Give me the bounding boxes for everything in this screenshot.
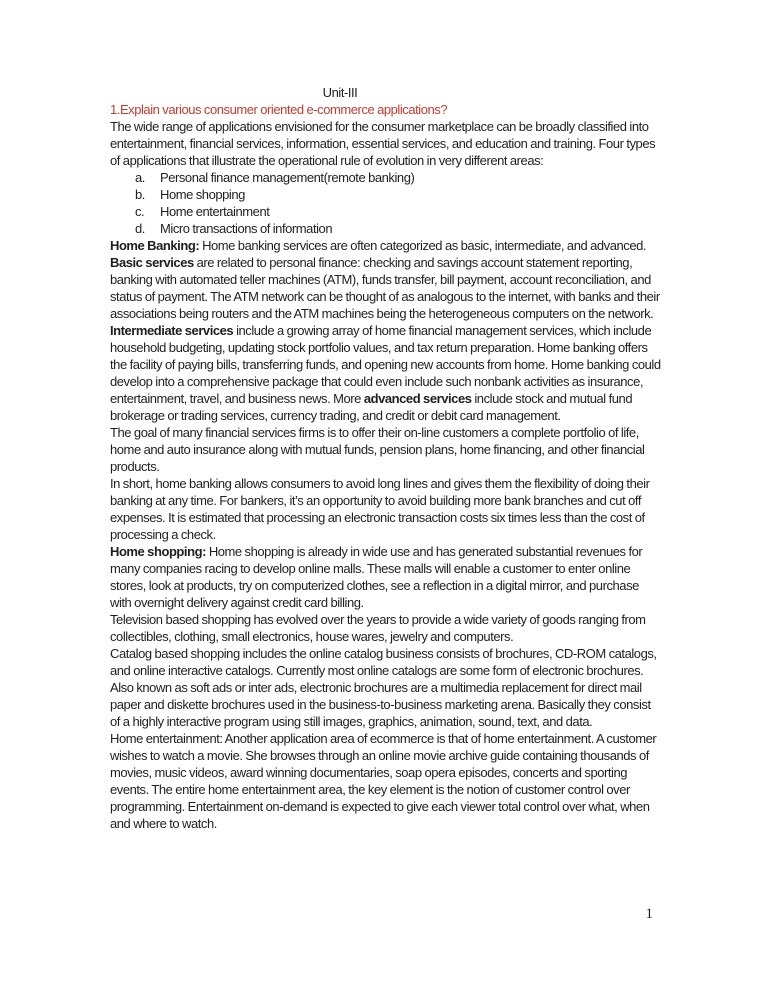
list-item-text: Personal finance management(remote banking) [160,170,415,185]
text-run: Home shopping is already in wide use and has generated substantial revenues for many companies racing to develop online malls. These malls will enable a customer to enter online stores, look at products, try on computerized clothes, see a reflection in a digital mirror, and purchase with overnight delivery against credit card billing. [110,544,643,610]
text-run: include stock and mutual fund brokerage or trading services, currency trading, and credit or debit card management. [110,391,633,423]
bold-run: Intermediate services [110,323,234,338]
paragraph [110,475,662,543]
paragraph [110,424,662,475]
bold-run: advanced services [363,391,472,406]
list-item [110,220,662,237]
applications-list [110,169,662,237]
paragraph [110,611,662,645]
bold-run: Home Banking: [110,238,203,253]
bold-run: Home shopping: [110,544,209,559]
document-content [110,84,662,832]
list-item-marker: b. [135,187,145,202]
paragraph [110,645,662,730]
paragraph [110,322,662,424]
list-item-text: Home entertainment [160,204,270,219]
list-item-text: Micro transactions of information [160,221,333,236]
page-number: 1 [645,906,653,922]
text-run: include a growing array of home financial management services, which include household budgeting, updating stock portfolio values, and tax return preparation. Home banking offers the facility of paying bills, transferring funds, and opening new accounts from home. Home banking could develop into a comprehensive package that could even include such nonbank activities as insurance, entertainment, travel, and business news. More [110,323,661,406]
text-run: In short, home banking allows consumers to avoid long lines and gives them the flexibility of doing their banking at any time. For bankers, it’s an opportunity to avoid building more bank branches and cut off expenses. It is estimated that processing an electronic transaction costs six times less than the cost of processing a check. [110,476,650,542]
list-item [110,203,662,220]
paragraph [110,543,662,611]
text-run: Catalog based shopping includes the online catalog business consists of brochures, CD-ROM catalogs, and online interactive catalogs. Currently most online catalogs are some form of electronic brochures. Also known as soft ads or inter ads, electronic brochures are a multimedia replacement for direct mail paper and diskette brochures used in the business-to-business marketing arena. Basically they consist of a highly interactive program using still images, graphics, animation, sound, text, and data. [110,646,657,729]
list-item-marker: a. [135,170,145,185]
list-item [110,169,662,186]
paragraph [110,730,662,832]
text-run: Home entertainment: Another application area of ecommerce is that of home entertainment. A customer wishes to watch a movie. She browses through an online movie archive guide containing thousands of movies, music videos, award winning documentaries, soap opera episodes, concerts and sporting events. The entire home entertainment area, the key element is the notion of customer control over programming. Entertainment on-demand is expected to give each viewer total control over what, when and where to watch. [110,731,657,831]
unit-title: Unit-III [322,85,358,100]
intro-paragraph: The wide range of applications envisioned for the consumer marketplace can be broadly classified into entertainment, financial services, information, essential services, and education and training. Four types of applications that illustrate the operational rule of evolution in very different areas: [110,119,656,168]
text-run: Television based shopping has evolved over the years to provide a wide variety of goods ranging from collectibles, clothing, small electronics, house wares, jewelry and computers. [110,612,646,644]
list-item-text: Home shopping [160,187,245,202]
text-run: are related to personal finance: checking and savings account statement reporting, banking with automated teller machines (ATM), funds transfer, bill payment, account reconciliation, and status of payment. The ATM network can be thought of as analogous to the internet, with banks and their associations being routers and the ATM machines being the heterogeneous computers on the network. [110,255,660,321]
list-item-marker: d. [135,221,145,236]
list-item-marker: c. [135,204,145,219]
paragraph [110,237,662,322]
question-heading: 1.Explain various consumer oriented e-commerce applications? [110,102,448,117]
bold-run: Basic services [110,255,194,270]
text-run: Home banking services are often categorized as basic, intermediate, and advanced. [202,238,647,253]
document-paragraphs [110,237,662,832]
text-run: The goal of many financial services firms is to offer their on-line customers a complete portfolio of life, home and auto insurance along with mutual funds, pension plans, home financing, and other financial products. [110,425,645,474]
list-item [110,186,662,203]
